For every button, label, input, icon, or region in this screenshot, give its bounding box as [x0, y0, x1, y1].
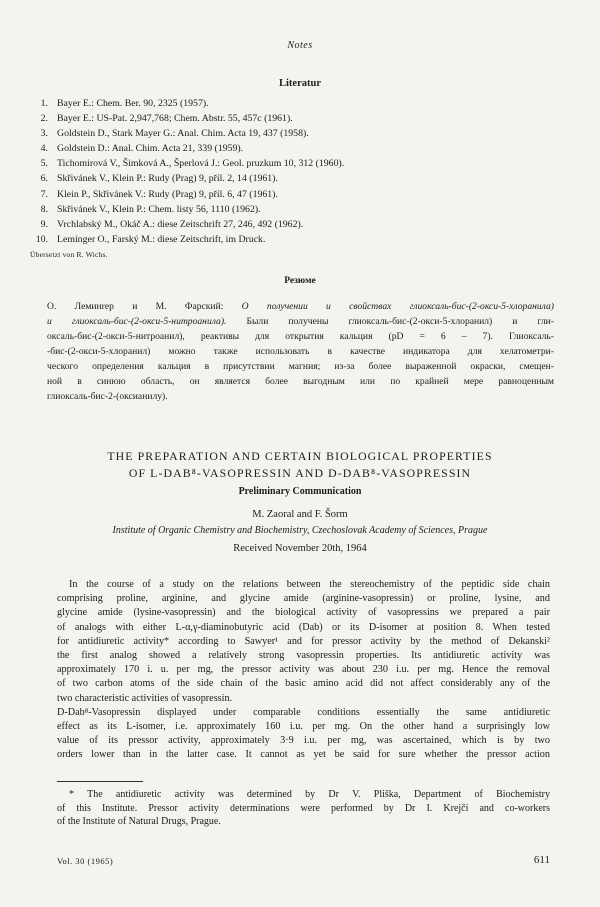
page-number: 611: [533, 854, 550, 866]
body-line: for antidiuretic activity* according to Sawyer¹ and for pressor activity by the method of Dekanski²: [57, 635, 550, 647]
reference-item: [30, 126, 570, 141]
body-line: of analogs with either L-α,γ-diaminobutyric acid (Dab) or its D-isomer at position 8. When tested: [57, 621, 550, 633]
reference-item: [30, 232, 570, 247]
footnote: [57, 788, 550, 829]
reference-list: [30, 96, 570, 247]
reference-number: 1.: [40, 98, 48, 109]
article-authors: M. Zaoral and F. Šorm: [252, 509, 348, 520]
reference-number: 9.: [40, 218, 48, 230]
reference-item: [30, 96, 570, 111]
reference-item: [30, 156, 570, 171]
translator-credit: Übersetzt von R. Wichs.: [30, 250, 108, 259]
reference-text: Vrchlabský M., Okáč A.: diese Zeitschrift 27, 246, 492 (1962).: [57, 218, 304, 230]
resume-text: Были получены глиоксаль-бис-(2-окси-5-хлоранил) и гли-: [226, 316, 554, 327]
body-line: effect as its L-isomer, i.e. approximately 160 i.u. per mg. On the other hand a surprisingly low: [57, 721, 550, 733]
reference-item: [30, 141, 570, 156]
article-subtitle: Preliminary Communication: [238, 486, 362, 497]
resume-paragraph: [47, 299, 554, 404]
resume-authors: О. Леминrер и М. Фарский:: [47, 301, 242, 312]
reference-number: 10.: [35, 233, 48, 245]
resume-line: ческого определения кальция в присутствии магния; из-за более выраженной окраски, смещен-: [47, 361, 554, 372]
reference-number: 6.: [40, 173, 48, 185]
body-line: value of its pressor activity, approximately 3·9 i.u. per mg, was ascertained, which is by two: [57, 735, 550, 747]
reference-number: 4.: [40, 143, 48, 155]
resume-line: ной в синюю область, он является более выгодным или по крайней мере равноценным: [47, 376, 554, 387]
body-line: two characteristic activities of vasopressin.: [57, 692, 233, 704]
reference-item: [30, 111, 570, 126]
resume-line: [47, 314, 554, 329]
footnote-line: * The antidiuretic activity was determined by Dr V. Pliška, Department of Biochemistry: [69, 789, 550, 800]
resume-title: О получении и свойствах глиоксаль-бис-(2-окси-5-хлоранила): [241, 301, 554, 312]
reference-number: 2.: [40, 113, 48, 125]
reference-number: 7.: [40, 188, 48, 200]
reference-text: Goldstein D., Stark Mayer G.: Anal. Chim. Acta 19, 437 (1958).: [57, 128, 309, 140]
reference-text: Goldstein D.: Anal. Chim. Acta 21, 339 (1959).: [57, 143, 244, 155]
article-header: [0, 448, 600, 554]
body-line: the first analog showed a relatively strong vasopressin properties. Its antidiuretic activity was: [57, 650, 550, 662]
reference-item: [30, 202, 570, 217]
resume-heading: Резюме: [284, 276, 316, 286]
reference-text: Leminger O., Farský M.: diese Zeitschrift, im Druck.: [57, 233, 266, 245]
footnote-line: of this Institute. Pressor activity determinations were performed by Dr I. Krejčí and co-workers: [57, 802, 550, 814]
reference-text: Klein P., Skřivánek V.: Rudy (Prag) 9, příl. 6, 47 (1961).: [57, 188, 278, 200]
article-body: [57, 578, 550, 763]
body-line: orders lower than in the latter case. It cannot as yet be said for sure whether the pressor action: [57, 749, 550, 761]
reference-text: Bayer E.: US-Pat. 2,947,768; Chem. Abstr. 55, 457c (1961).: [57, 113, 293, 125]
body-line: of two carbon atoms of the side chain of the basic amino acid did not affect considerably any of the: [57, 678, 550, 690]
body-line: glycine amide (lysine-vasopressin) and the biological activity of vasopressins we prepared a pair: [57, 607, 550, 619]
reference-text: Skřivánek V., Klein P.: Rudy (Prag) 9, příl. 2, 14 (1961).: [57, 173, 278, 185]
footnote-line: of the Institute of Natural Drugs, Prague.: [57, 816, 221, 828]
article-title-line: OF L-DAB⁸-VASOPRESSIN AND D-DAB⁸-VASOPRESSIN: [128, 466, 472, 480]
reference-text: Skřivánek V., Klein P.: Chem. listy 56, 1110 (1962).: [57, 203, 261, 215]
reference-item: [30, 171, 570, 186]
reference-number: 3.: [40, 128, 48, 140]
body-line: approximately 170 i. u. per mg, the pressor activity was about 230 i.u. per mg. Hence the removal: [57, 664, 550, 676]
volume-label: Vol. 30 (1965): [57, 856, 114, 866]
resume-line: [47, 299, 554, 314]
reference-number: 8.: [40, 203, 48, 215]
received-date: Received November 20th, 1964: [233, 543, 367, 554]
resume-line: глиоксаль-бис-2-(оксианилу).: [47, 391, 168, 402]
resume-title: и глиоксаль-бис-(2-окси-5-нитроанила).: [47, 316, 227, 327]
article-title-line: THE PREPARATION AND CERTAIN BIOLOGICAL PROPERTIES: [107, 449, 493, 463]
references-heading: Literatur: [279, 78, 321, 89]
footnote-divider: [57, 781, 143, 782]
body-line: comprising proline, arginine, and glycine amide (arginine-vasopressin) or proline, lysine, and: [57, 593, 550, 605]
reference-number: 5.: [40, 158, 48, 170]
body-line: D-Dab⁸-Vasopressin displayed under comparable conditions essentially the same antidiuretic: [57, 706, 550, 718]
reference-text: Tichomirová V., Šimková A., Šperlová J.: Geol. pruzkum 10, 312 (1960).: [57, 158, 345, 170]
reference-item: [30, 187, 570, 202]
resume-line: оксаль-бис-(2-окси-5-нитроанил), реактивы для открытия кальция (pD = 6 – 7). Глиоксаль-: [47, 331, 554, 342]
body-line: In the course of a study on the relations between the stereochemistry of the peptidic side chain: [69, 579, 550, 590]
reference-text: Bayer E.: Chem. Ber. 90, 2325 (1957).: [57, 98, 209, 109]
article-institute: Institute of Organic Chemistry and Biochemistry, Czechoslovak Academy of Sciences, Prague: [112, 525, 488, 536]
reference-item: [30, 217, 570, 232]
resume-line: -бис-(2-окси-5-хлоранил) можно также использовать в качестве индикатора для хелатометри-: [47, 346, 554, 357]
running-head: Notes: [287, 40, 313, 51]
